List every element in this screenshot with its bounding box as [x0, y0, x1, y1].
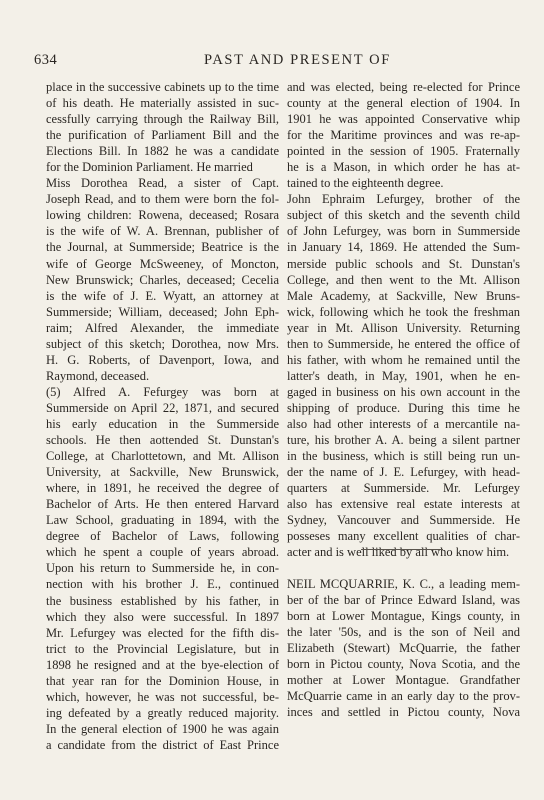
page-number: 634: [34, 52, 58, 68]
text-line: which they also were successful. In 1897: [46, 609, 279, 624]
text-line: the purification of Parliament Bill and the: [46, 128, 279, 143]
text-line: acter and is well liked by all who know him.: [287, 545, 510, 560]
text-line: ber of the bar of Prince Edward Island, was: [287, 593, 520, 608]
text-line: Upon his return to Summerside he, in con-: [46, 561, 279, 576]
text-line: ing defeated by a greatly reduced majority.: [46, 705, 279, 720]
text-line: Elections Bill. In 1882 he was a candidate: [46, 144, 279, 159]
text-line: gaged in business on his own account in the: [287, 384, 520, 399]
text-line: for the Dominion Parliament. He married: [46, 160, 253, 175]
text-line: schools. He then aottended St. Dunstan's: [46, 433, 279, 448]
text-line: county at the general election of 1904. In: [287, 96, 520, 111]
text-line: (5) Alfred A. Fefurgey was born at: [46, 384, 279, 399]
text-line: of John Lefurgey, was born in Summerside: [287, 224, 520, 239]
text-line: he is a Mason, in which order he has at-: [287, 160, 520, 175]
text-line: College, at Charlottetown, and Mt. Allison: [46, 449, 279, 464]
text-line: H. G. Roberts, of Davenport, Iowa, and: [46, 352, 279, 367]
text-line: University, at Sackville, New Brunswick,: [46, 465, 279, 480]
text-line: is the wife of J. E. Wyatt, an attorney at: [46, 288, 279, 303]
text-line: McQuarrie came in an early day to the prov-: [287, 689, 520, 704]
page-header: [34, 52, 514, 72]
text-line: where, in 1891, he received the degree of: [46, 481, 279, 496]
text-line: born at Lower Montague, Kings county, in: [287, 609, 520, 624]
text-line: Bachelor of Arts. He then entered Harvard: [46, 497, 279, 512]
text-line: 1898 he resigned and at the bye-election of: [46, 657, 279, 672]
text-line: the Journal, at Summerside; Beatrice is the: [46, 240, 279, 255]
text-line: which he spent a couple of years abroad.: [46, 545, 279, 560]
text-line: wick, following which he took the freshman: [287, 304, 520, 319]
text-line: Sydney, Vancouver and Summerside. He: [287, 513, 520, 528]
text-line: merside public schools and St. Dunstan's: [287, 256, 520, 271]
text-line: Male Academy, at Sackville, New Bruns-: [287, 288, 520, 303]
text-line: inces and settled in Pictou county, Nova: [287, 705, 520, 720]
text-line: lowing children: Rowena, deceased; Rosara: [46, 208, 279, 223]
right-column: [287, 79, 520, 560]
text-line: degree of Bachelor of Laws, following: [46, 529, 279, 544]
text-line: his early education in the Summerside: [46, 416, 279, 431]
text-line: Joseph Read, and to them were born the fol-: [46, 192, 279, 207]
text-line: the later '50s, and is the son of Neil and: [287, 625, 520, 640]
text-line: Miss Dorothea Read, a sister of Capt.: [46, 176, 279, 191]
text-line: shipping of produce. During this time he: [287, 400, 520, 415]
text-line: Mr. Lefurgey was elected for the fifth dis-: [46, 625, 279, 640]
text-line: place in the successive cabinets up to the time: [46, 80, 279, 94]
text-line: is the wife of W. A. Brennan, publisher of: [46, 224, 279, 239]
section-divider: [361, 549, 443, 550]
text-line: subject of this sketch; Dorothea, now Mrs.: [46, 336, 279, 351]
text-line: College, and then went to the Mt. Allison: [287, 272, 520, 287]
text-line: nection with his brother J. E., continued: [46, 577, 279, 592]
text-line: NEIL MCQUARRIE, K. C., a leading mem-: [287, 577, 520, 591]
text-line: of his death. He materially assisted in suc-: [46, 96, 279, 111]
text-line: posseses many excellent qualities of char-: [287, 529, 520, 544]
text-line: Law School, graduating in 1894, with the: [46, 513, 279, 528]
text-line: Raymond, deceased.: [46, 368, 150, 383]
text-line: and was elected, being re-elected for Prince: [287, 80, 520, 94]
text-line: 1901 he was appointed Conservative whip: [287, 112, 520, 127]
text-line: in January 14, 1869. He attended the Sum-: [287, 240, 520, 255]
text-line: latter's death, in May, 1901, when he en-: [287, 368, 520, 383]
text-line: that year ran for the Dominion House, in: [46, 673, 279, 688]
text-line: year in Mt. Allison University. Returning: [287, 320, 520, 335]
text-line: der the name of J. E. Lefurgey, with head-: [287, 465, 520, 480]
text-line: ture, his brother A. A. being a silent partner: [287, 433, 520, 448]
text-line: John Ephraim Lefurgey, brother of the: [287, 192, 520, 207]
text-line: raim; Alfred Alexander, the immediate: [46, 320, 279, 335]
text-line: a candidate from the district of East Prince: [46, 737, 279, 752]
text-line: tained to the eighteenth degree.: [287, 176, 444, 191]
text-line: in the business, which is still being run un-: [287, 449, 520, 464]
text-line: also had other interests of a mercantile na-: [287, 416, 520, 431]
text-line: In the general election of 1900 he was again: [46, 721, 279, 736]
text-line: born in Pictou county, Nova Scotia, and the: [287, 657, 520, 672]
text-line: then to Summerside, he entered the office of: [287, 336, 520, 351]
right-column-new-entry: [287, 576, 520, 720]
text-line: wife of George McSweeney, of Moncton,: [46, 256, 279, 271]
text-line: the business established by his father, in: [46, 593, 279, 608]
text-line: mother at Lower Montague. Grandfather: [287, 673, 520, 688]
text-line: quarters at Summerside. Mr. Lefurgey: [287, 481, 520, 496]
left-column: [46, 79, 279, 753]
text-line: New Brunswick; Charles, deceased; Cecelia: [46, 272, 279, 287]
text-line: Summerside on April 22, 1871, and secured: [46, 400, 279, 415]
text-line: subject of this sketch and the seventh child: [287, 208, 520, 223]
text-line: pointed in the session of 1905. Fraternally: [287, 144, 520, 159]
text-line: for the Maritime provinces and was re-ap-: [287, 128, 520, 143]
text-line: Elizabeth (Stewart) McQuarrie, the father: [287, 641, 520, 656]
text-line: his father, with whom he remained until the: [287, 352, 520, 367]
text-line: Summerside; William, deceased; John Eph-: [46, 304, 279, 319]
text-line: cessfully carrying through the Railway Bill,: [46, 112, 279, 127]
text-line: trict to the Provincial Legislature, but in: [46, 641, 279, 656]
text-line: which, however, he was not successful, be-: [46, 689, 279, 704]
running-title: PAST AND PRESENT OF: [204, 52, 391, 68]
text-line: also has extensive real estate interests at: [287, 497, 520, 512]
